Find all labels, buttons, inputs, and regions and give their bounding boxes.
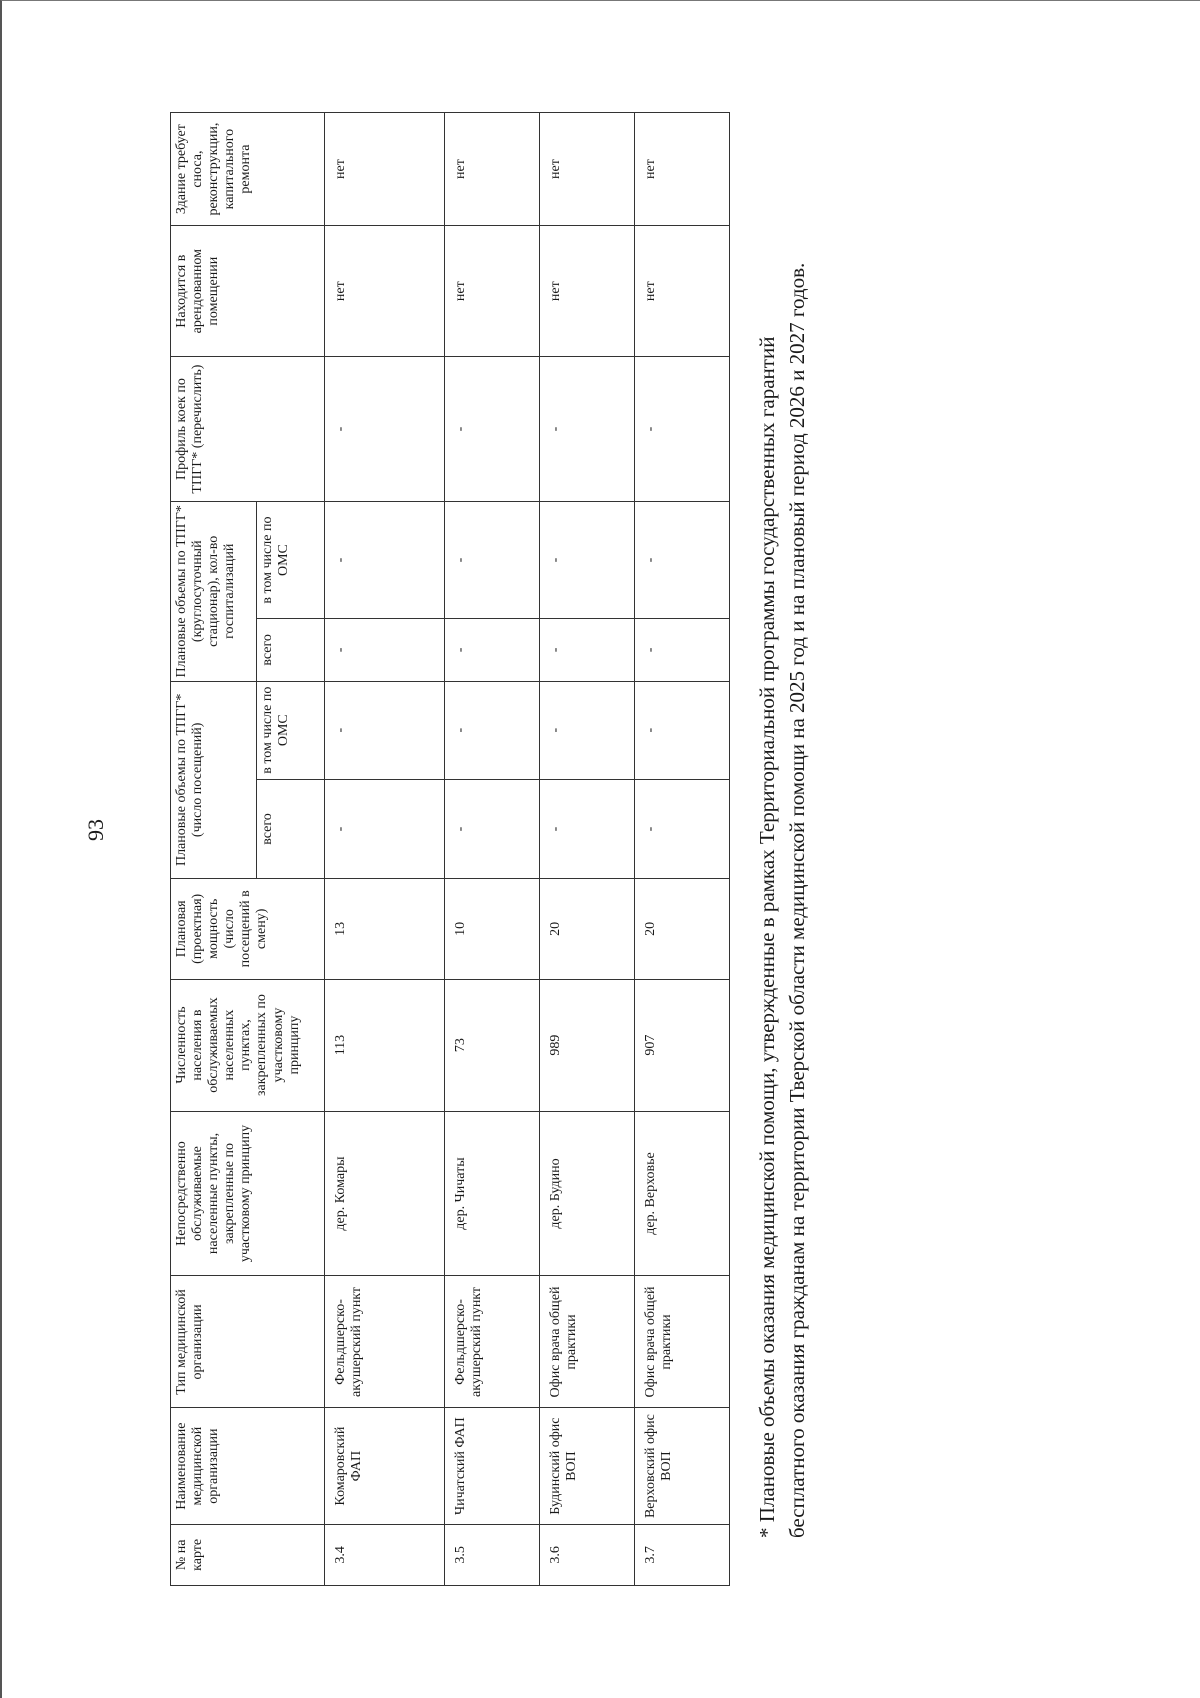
cell-capacity: 13 bbox=[325, 879, 445, 979]
cell-org-type: Фельдшерско-акушерский пункт bbox=[325, 1276, 445, 1408]
cell-hosp-total: - bbox=[325, 619, 445, 681]
cell-bed-profile: - bbox=[445, 357, 540, 502]
cell-map-no: 3.7 bbox=[635, 1524, 730, 1585]
cell-org-name: Чичатский ФАП bbox=[445, 1408, 540, 1524]
cell-rented: нет bbox=[325, 226, 445, 357]
header-org-name: Наименование медицинской организации bbox=[171, 1408, 325, 1524]
cell-org-name: Верховский офис ВОП bbox=[635, 1408, 730, 1524]
cell-hosp-oms: - bbox=[635, 501, 730, 618]
cell-org-name: Комаровский ФАП bbox=[325, 1408, 445, 1524]
table-row bbox=[635, 113, 730, 1586]
cell-hosp-oms: - bbox=[325, 501, 445, 618]
cell-visits-oms: - bbox=[540, 681, 635, 779]
cell-settlements: дер. Чичаты bbox=[445, 1111, 540, 1276]
footnote-line-2: бесплатного оказания гражданам на территории Тверской области медицинской помощи на 2025 год и на плановый период 2026 и 2027 годов. bbox=[785, 262, 810, 1538]
table-row bbox=[540, 113, 635, 1586]
cell-visits-total: - bbox=[635, 779, 730, 878]
cell-visits-oms: - bbox=[325, 681, 445, 779]
cell-capacity: 20 bbox=[635, 879, 730, 979]
header-visits-group: Плановые объемы по ТПГГ* (число посещений) bbox=[171, 681, 257, 879]
table-row bbox=[325, 113, 445, 1586]
cell-repair: нет bbox=[445, 113, 540, 226]
cell-bed-profile: - bbox=[325, 357, 445, 502]
cell-hosp-total: - bbox=[445, 619, 540, 681]
cell-settlements: дер. Будино bbox=[540, 1111, 635, 1276]
facilities-table bbox=[170, 112, 730, 1586]
cell-population: 113 bbox=[325, 979, 445, 1111]
cell-settlements: дер. Верховье bbox=[635, 1111, 730, 1276]
cell-visits-oms: - bbox=[635, 681, 730, 779]
header-hosp-oms: в том числе по ОМС bbox=[257, 501, 325, 618]
cell-visits-total: - bbox=[540, 779, 635, 878]
cell-org-type: Офис врача общей практики bbox=[635, 1276, 730, 1408]
cell-org-type: Офис врача общей практики bbox=[540, 1276, 635, 1408]
cell-bed-profile: - bbox=[540, 357, 635, 502]
header-repair: Здание требует сноса, реконструкции, капитального ремонта bbox=[171, 113, 325, 226]
header-org-type: Тип медицинской организации bbox=[171, 1276, 325, 1408]
cell-capacity: 10 bbox=[445, 879, 540, 979]
header-hosp-total: всего bbox=[257, 619, 325, 681]
cell-rented: нет bbox=[445, 226, 540, 357]
header-rented: Находится в арендованном помещении bbox=[171, 226, 325, 357]
cell-visits-total: - bbox=[325, 779, 445, 878]
cell-bed-profile: - bbox=[635, 357, 730, 502]
cell-map-no: 3.5 bbox=[445, 1524, 540, 1585]
cell-visits-total: - bbox=[445, 779, 540, 878]
cell-org-type: Фельдшерско-акушерский пункт bbox=[445, 1276, 540, 1408]
cell-hosp-oms: - bbox=[445, 501, 540, 618]
cell-repair: нет bbox=[635, 113, 730, 226]
cell-org-name: Будинский офис ВОП bbox=[540, 1408, 635, 1524]
cell-settlements: дер. Комары bbox=[325, 1111, 445, 1276]
cell-population: 989 bbox=[540, 979, 635, 1111]
cell-visits-oms: - bbox=[445, 681, 540, 779]
footnote-line-1: * Плановые объемы оказания медицинской помощи, утвержденные в рамках Территориальной программы государственных гарантий bbox=[755, 336, 779, 1538]
header-visits-total: всего bbox=[257, 779, 325, 878]
cell-map-no: 3.4 bbox=[325, 1524, 445, 1585]
cell-repair: нет bbox=[325, 113, 445, 226]
header-population: Численность населения в обслуживаемых населенных пунктах, закрепленных по участковому принципу bbox=[171, 979, 325, 1111]
header-settlements: Непосредственно обслуживаемые населенные пункты, закрепленные по участковому принципу bbox=[171, 1111, 325, 1276]
cell-population: 907 bbox=[635, 979, 730, 1111]
footnote bbox=[752, 118, 813, 1538]
header-hosp-group: Плановые объемы по ТПГГ* (круглосуточный стационар), кол-во госпитализаций bbox=[171, 501, 257, 681]
cell-hosp-total: - bbox=[540, 619, 635, 681]
cell-rented: нет bbox=[540, 226, 635, 357]
cell-rented: нет bbox=[635, 226, 730, 357]
cell-map-no: 3.6 bbox=[540, 1524, 635, 1585]
header-map-no: № на карте bbox=[171, 1524, 325, 1585]
header-visits-oms: в том числе по ОМС bbox=[257, 681, 325, 779]
table-row bbox=[445, 113, 540, 1586]
header-capacity: Плановая (проектная) мощность (число посещений в смену) bbox=[171, 879, 325, 979]
header-bed-profile: Профиль коек по ТПГГ* (перечислить) bbox=[171, 357, 325, 502]
cell-hosp-oms: - bbox=[540, 501, 635, 618]
cell-capacity: 20 bbox=[540, 879, 635, 979]
page-number: 93 bbox=[83, 819, 108, 841]
cell-repair: нет bbox=[540, 113, 635, 226]
cell-hosp-total: - bbox=[635, 619, 730, 681]
cell-population: 73 bbox=[445, 979, 540, 1111]
